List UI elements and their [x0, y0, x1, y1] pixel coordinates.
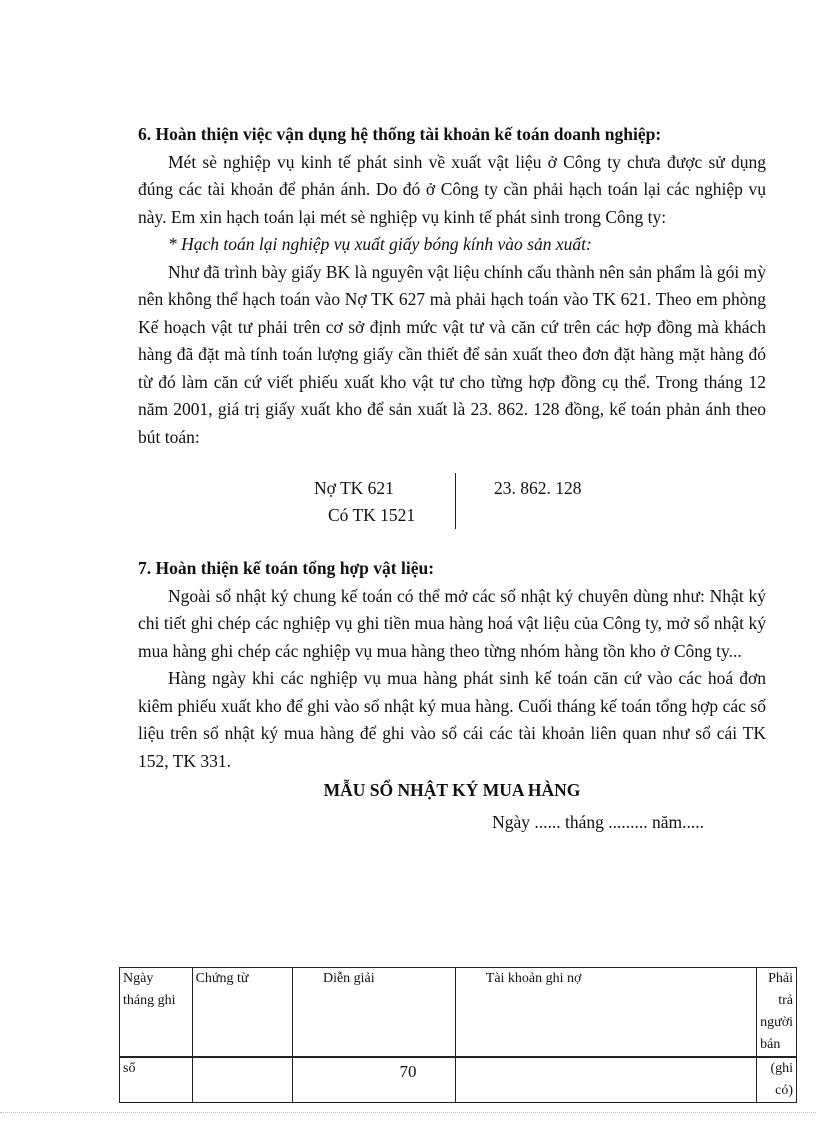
- form-date-line: Ngày ...... tháng ......... năm.....: [492, 811, 704, 832]
- entry-amount: 23. 862. 128: [494, 478, 582, 498]
- header-date-line-2: tháng ghi: [123, 993, 176, 1008]
- header-cell-voucher: Chứng từ: [192, 968, 292, 1058]
- section-7-heading: 7. Hoàn thiện kế toán tổng hợp vật liệu:: [138, 558, 435, 578]
- header-payable-line-2: người bán: [760, 1015, 793, 1052]
- page-content: [138, 121, 766, 836]
- form-title: MẪU SỔ NHẬT KÝ MUA HÀNG: [323, 780, 581, 800]
- header-date-line-3: sổ: [120, 1057, 193, 1103]
- header-cell-date: [120, 968, 193, 1058]
- header-cell-debit-account: Tài khoản ghi nợ: [455, 968, 756, 1058]
- accounting-entry: [138, 475, 766, 541]
- purchase-journal-table: [119, 967, 797, 1103]
- header-date-line-1: Ngày: [123, 971, 154, 986]
- section-6-paragraph-1: Mét sè nghiệp vụ kinh tế phát sinh về xuất vật liệu ở Công ty chưa được sử dụng đúng các tài khoản để phản ánh. Do đó ở Công ty cần phải hạch toán lại các nghiệp vụ này. Em xin hạch toán lại mét sè nghiệp vụ kinh tế phát sinh trong Công ty:: [138, 151, 766, 227]
- section-7-paragraph-1: Ngoài sổ nhật ký chung kế toán có thể mở các sổ nhật ký chuyên dùng như: Nhật ký chi tiết ghi chép các nghiệp vụ ghi tiền mua hàng hoá vật liệu của Công ty, mở sổ nhật ký mua hàng ghi chép các nghiệp vụ mua hàng theo từng nhóm hàng tồn kho ở Công ty...: [138, 585, 766, 661]
- header-cell-payable: [757, 968, 797, 1058]
- credit-account: Có TK 1521: [328, 505, 416, 525]
- section-6-heading: 6. Hoàn thiện việc vận dụng hệ thống tài khoản kế toán doanh nghiệp:: [138, 124, 662, 144]
- header-payable-line-1: Phải trả: [768, 971, 793, 1008]
- table-header-row: [120, 968, 797, 1058]
- header-cell-description: Diễn giải: [292, 968, 455, 1058]
- debit-account: Nợ TK 621: [314, 478, 394, 498]
- page-number: 70: [399, 1062, 417, 1081]
- header-payable-line-3: (ghi có): [757, 1057, 797, 1103]
- section-7-paragraph-2: Hàng ngày khi các nghiệp vụ mua hàng phát sinh kế toán căn cứ vào các hoá đơn kiêm phiếu xuất kho để ghi vào sổ nhật ký mua hàng. Cuối tháng kế toán tổng hợp các số liệu trên sổ nhật ký mua hàng để ghi vào sổ cái các tài khoản liên quan như sổ cái TK 152, TK 331.: [138, 668, 766, 771]
- section-6-subheading: * Hạch toán lại nghiệp vụ xuất giấy bóng kính vào sản xuất:: [168, 234, 592, 254]
- section-6-paragraph-2: Như đã trình bày giấy BK là nguyên vật liệu chính cấu thành nên sản phẩm là gói mỳ nên không thể hạch toán vào Nợ TK 627 mà phải hạch toán vào TK 621. Theo em phòng Kế hoạch vật tư phải trên cơ sở định mức vật tư và căn cứ trên các hợp đồng mà khách hàng đã đặt mà tính toán lượng giấy cần thiết để sản xuất theo đơn đặt hàng mặt hàng đó từ đó làm căn cứ viết phiếu xuất kho vật tư cho từng hợp đồng cụ thể. Trong tháng 12 năm 2001, giá trị giấy xuất kho để sản xuất là 23. 862. 128 đồng, kế toán phản ánh theo bút toán:: [138, 261, 766, 447]
- page-bottom-border: [0, 1112, 816, 1113]
- entry-divider: [455, 473, 456, 529]
